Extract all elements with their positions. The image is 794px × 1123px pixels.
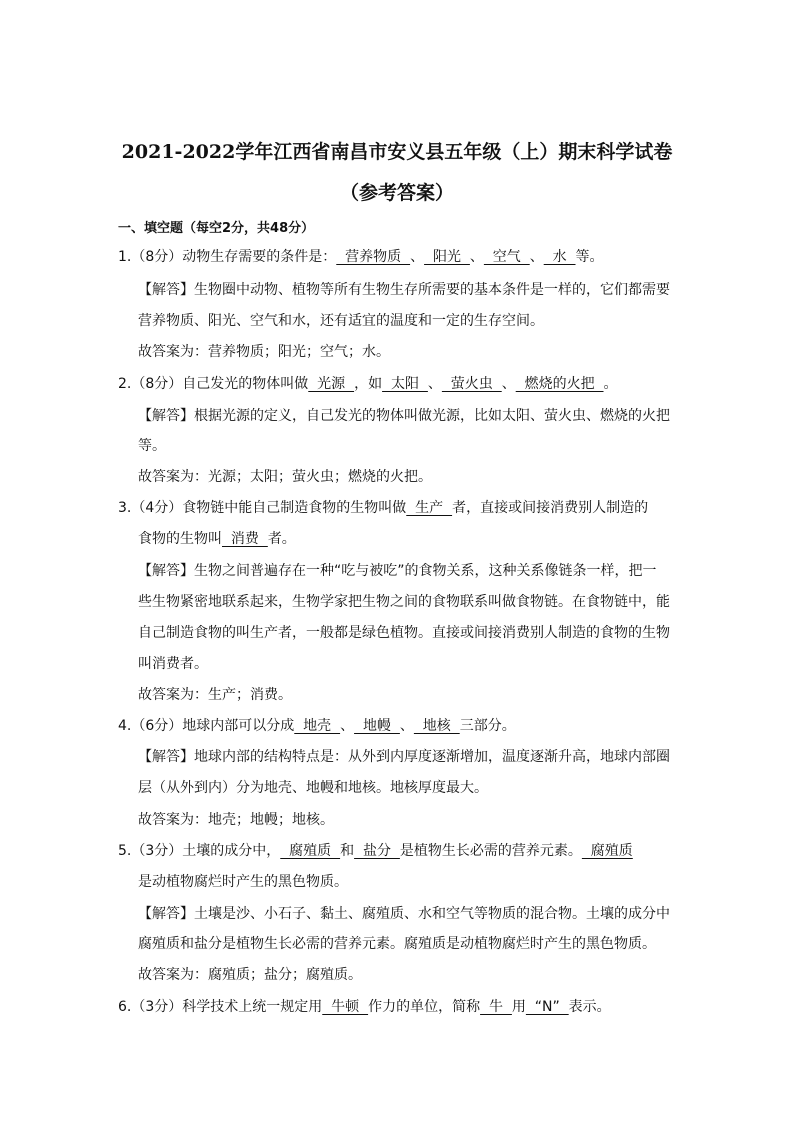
answer-blank: 地幔 — [354, 718, 400, 734]
question-text: 1.（8分）动物生存需要的条件是： — [118, 249, 337, 265]
question-text: 用 — [511, 999, 526, 1015]
question-text: 4.（6分）地球内部可以分成 — [118, 718, 295, 734]
document-subtitle: （参考答案） — [339, 182, 454, 204]
solution-line: 【解答】生物圈中动物、植物等所有生物生存所需要的基本条件是一样的，它们都需要 — [138, 282, 670, 298]
answer-blank: 阳光 — [424, 249, 470, 265]
solution-line: 自己制造食物的叫生产者，一般都是绿色植物。直接或间接消费别人制造的食物的生物 — [138, 625, 670, 641]
answer-blank: 地壳 — [294, 718, 341, 734]
separator: 、 — [340, 718, 355, 734]
question-5 — [118, 841, 633, 861]
answer-blank: 腐殖质 — [280, 843, 341, 859]
solution-line: 层（从外到内）分为地壳、地幔和地核。地核厚度最大。 — [138, 780, 488, 796]
question-text: 6.（3分）科学技术上统一规定用 — [118, 999, 323, 1015]
answer-blank: 腐殖质 — [581, 843, 633, 859]
solution-line: 些生物紧密地联系起来，生物学家把生物之间的食物联系叫做食物链。在食物链中，能 — [138, 594, 670, 610]
separator: 、 — [501, 376, 516, 392]
solution-line: 【解答】地球内部的结构特点是：从外到内厚度逐渐增加，温度逐渐升高，地球内部圈 — [138, 749, 670, 765]
separator: 、 — [469, 249, 484, 265]
solution-line: 等。 — [138, 438, 166, 454]
question-text: 三部分。 — [459, 718, 516, 734]
question-text: 等。 — [575, 249, 604, 265]
answer-blank: 牛 — [480, 999, 512, 1015]
question-text: 表示。 — [568, 999, 611, 1015]
solution-line: 【解答】土壤是沙、小石子、黏土、腐殖质、水和空气等物质的混合物。土壤的成分中 — [138, 906, 670, 922]
question-text: 者，直接或间接消费别人制造的 — [452, 500, 649, 516]
answer-blank: 光源 — [308, 376, 355, 392]
question-text: 3.（4分）食物链中能自己制造食物的生物叫做 — [118, 500, 407, 516]
document-title: 2021-2022学年江西省南昌市安义县五年级（上）期末科学试卷 — [121, 141, 673, 163]
solution-line: 叫消费者。 — [138, 656, 208, 672]
question-text: 食物的生物叫 — [138, 531, 222, 547]
solution-line: 营养物质、阳光、空气和水，还有适宜的温度和一定的生存空间。 — [138, 313, 544, 329]
answer-blank: 水 — [543, 249, 576, 265]
question-text: 2.（8分）自己发光的物体叫做 — [118, 376, 309, 392]
answer-blank: 生产 — [406, 500, 453, 516]
question-text: 作力的单位，简称 — [368, 999, 481, 1015]
question-text: 。 — [603, 376, 618, 392]
question-text: 是植物生长必需的营养元素。 — [399, 843, 582, 859]
question-3 — [118, 498, 648, 518]
final-answer: 故答案为：营养物质；阳光；空气；水。 — [138, 344, 390, 360]
answer-blank: 牛顿 — [322, 999, 369, 1015]
separator: 、 — [529, 249, 544, 265]
final-answer: 故答案为：生产；消费。 — [138, 687, 292, 703]
question-text: 和 — [340, 843, 355, 859]
final-answer: 故答案为：地壳；地幔；地核。 — [138, 812, 334, 828]
answer-blank: “N” — [525, 999, 569, 1015]
answer-blank: 空气 — [483, 249, 530, 265]
question-text: 者。 — [267, 531, 296, 547]
question-2 — [118, 374, 618, 394]
question-3-line-2 — [138, 529, 296, 549]
question-text: 5.（3分）土壤的成分中， — [118, 843, 281, 859]
question-6 — [118, 997, 611, 1017]
answer-blank: 燃烧的火把 — [515, 376, 604, 392]
answer-blank: 萤火虫 — [441, 376, 502, 392]
separator: 、 — [410, 249, 425, 265]
question-1 — [118, 247, 604, 267]
answer-blank: 盐分 — [354, 843, 400, 859]
answer-blank: 营养物质 — [336, 249, 411, 265]
answer-blank: 地核 — [413, 718, 460, 734]
solution-line: 【解答】根据光源的定义，自己发光的物体叫做光源，比如太阳、萤火虫、燃烧的火把 — [138, 408, 670, 424]
final-answer: 故答案为：光源；太阳；萤火虫；燃烧的火把。 — [138, 469, 432, 485]
answer-blank: 消费 — [222, 531, 268, 547]
solution-line: 【解答】生物之间普遍存在一种“吃与被吃”的食物关系，这种关系像链条一样，把一 — [138, 563, 657, 579]
separator: 、 — [399, 718, 414, 734]
question-text: ，如 — [354, 376, 383, 392]
section-heading: 一、填空题（每空2分，共48分） — [118, 221, 315, 236]
question-4 — [118, 716, 516, 736]
separator: 、 — [427, 376, 442, 392]
final-answer: 故答案为：腐殖质；盐分；腐殖质。 — [138, 967, 362, 983]
answer-blank: 太阳 — [382, 376, 428, 392]
question-5-line-2: 是动植物腐烂时产生的黑色物质。 — [138, 874, 348, 890]
solution-line: 腐殖质和盐分是植物生长必需的营养元素。腐殖质是动植物腐烂时产生的黑色物质。 — [138, 936, 656, 952]
